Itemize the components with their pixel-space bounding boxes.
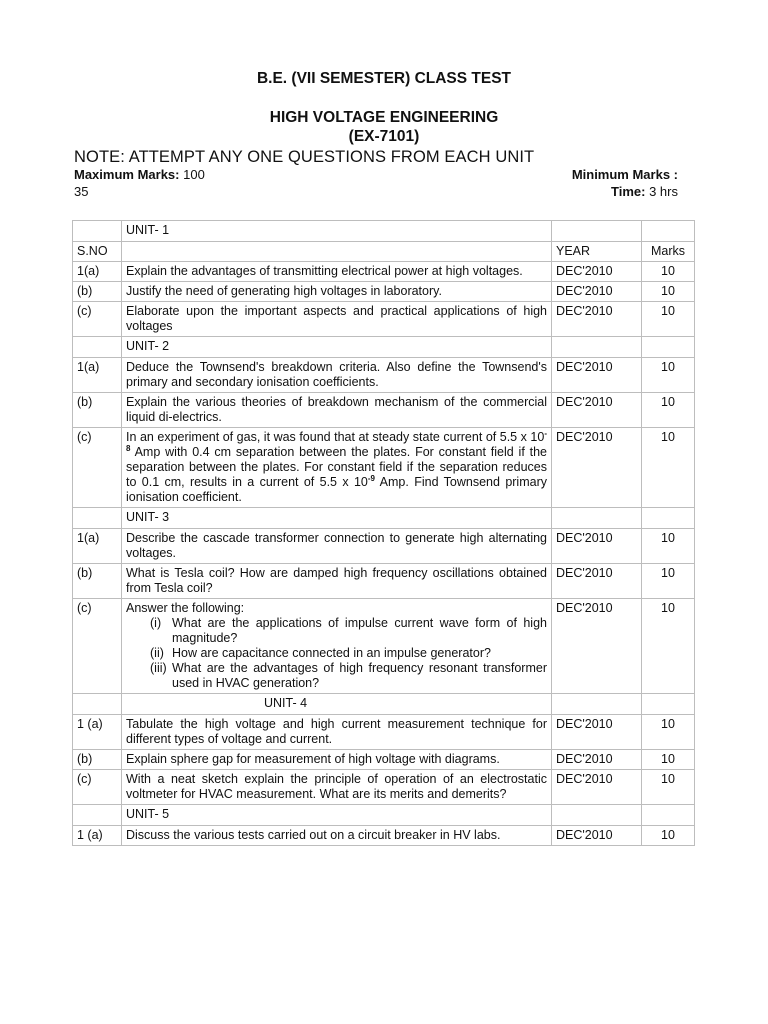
question-row bbox=[73, 750, 695, 770]
min-marks-value: 35 bbox=[74, 184, 89, 199]
time-label: Time: bbox=[611, 184, 646, 199]
question-marks: 10 bbox=[642, 826, 695, 846]
question-row bbox=[73, 302, 695, 337]
question-intro: Answer the following: bbox=[126, 601, 245, 615]
question-year: DEC'2010 bbox=[552, 358, 642, 393]
question-sno: (b) bbox=[73, 282, 122, 302]
col-marks-header: Marks bbox=[642, 242, 695, 262]
question-sno: (c) bbox=[73, 599, 122, 694]
questions-table bbox=[72, 220, 695, 846]
question-text bbox=[122, 599, 552, 694]
sub-question bbox=[150, 646, 547, 661]
sub-question-text: What are the advantages of high frequency resonant transformer used in HVAC generation? bbox=[172, 661, 547, 690]
sub-question-list bbox=[126, 616, 547, 691]
question-row bbox=[73, 826, 695, 846]
question-marks: 10 bbox=[642, 302, 695, 337]
unit-title: UNIT- 3 bbox=[122, 508, 552, 529]
question-text: Explain the advantages of transmitting electrical power at high voltages. bbox=[122, 262, 552, 282]
unit-title: UNIT- 4 bbox=[122, 694, 552, 715]
question-text: Justify the need of generating high voltages in laboratory. bbox=[122, 282, 552, 302]
question-year: DEC'2010 bbox=[552, 826, 642, 846]
exam-note: NOTE: ATTEMPT ANY ONE QUESTIONS FROM EACH UNIT bbox=[74, 148, 535, 166]
question-sno: 1 (a) bbox=[73, 715, 122, 750]
unit-header-row bbox=[73, 805, 695, 826]
question-sno: 1 (a) bbox=[73, 826, 122, 846]
question-marks: 10 bbox=[642, 770, 695, 805]
question-year: DEC'2010 bbox=[552, 599, 642, 694]
question-row bbox=[73, 262, 695, 282]
unit-header-row bbox=[73, 694, 695, 715]
sub-question-number: (ii) bbox=[150, 646, 164, 660]
question-marks: 10 bbox=[642, 393, 695, 428]
subject-title: HIGH VOLTAGE ENGINEERING bbox=[269, 109, 499, 126]
sub-question bbox=[150, 616, 547, 646]
question-year: DEC'2010 bbox=[552, 770, 642, 805]
question-text: With a neat sketch explain the principle of operation of an electrostatic voltmeter for HVAC measurement. What are its merits and demerits? bbox=[122, 770, 552, 805]
question-row bbox=[73, 529, 695, 564]
question-text-part: Amp with 0.4 cm separation between the plates. For constant field if the separation between the plates. For constant field if the separation reduces to 0.1 cm, results in a current of 5.5 x 10 bbox=[126, 445, 547, 489]
question-sno: (b) bbox=[73, 750, 122, 770]
sub-question-text: What are the applications of impulse current wave form of high magnitude? bbox=[172, 616, 547, 645]
question-text: Discuss the various tests carried out on a circuit breaker in HV labs. bbox=[122, 826, 552, 846]
max-marks-label: Maximum Marks: bbox=[74, 167, 180, 182]
question-text: Deduce the Townsend's breakdown criteria. Also define the Townsend's primary and secondary ionisation coefficients. bbox=[122, 358, 552, 393]
question-text-part: In an experiment of gas, it was found that at steady state current of 5.5 x 10 bbox=[126, 430, 545, 444]
question-row bbox=[73, 393, 695, 428]
question-year: DEC'2010 bbox=[552, 393, 642, 428]
question-sno: (b) bbox=[73, 564, 122, 599]
col-sno-header: S.NO bbox=[73, 242, 122, 262]
question-text: Tabulate the high voltage and high current measurement technique for different types of voltage and current. bbox=[122, 715, 552, 750]
question-text-part: Amp. Find Townsend primary ionisation coefficient. bbox=[126, 475, 547, 504]
question-marks: 10 bbox=[642, 282, 695, 302]
question-year: DEC'2010 bbox=[552, 715, 642, 750]
question-year: DEC'2010 bbox=[552, 750, 642, 770]
question-row bbox=[73, 428, 695, 508]
question-marks: 10 bbox=[642, 564, 695, 599]
question-text bbox=[122, 428, 552, 508]
exam-title: B.E. (VII SEMESTER) CLASS TEST bbox=[256, 70, 512, 87]
question-sno: (b) bbox=[73, 393, 122, 428]
question-row bbox=[73, 715, 695, 750]
unit-title: UNIT- 5 bbox=[122, 805, 552, 826]
question-text: Describe the cascade transformer connection to generate high alternating voltages. bbox=[122, 529, 552, 564]
question-text: Explain the various theories of breakdown mechanism of the commercial liquid di-electrics. bbox=[122, 393, 552, 428]
question-year: DEC'2010 bbox=[552, 282, 642, 302]
min-marks-label: Minimum Marks : bbox=[571, 167, 678, 182]
unit-title: UNIT- 1 bbox=[122, 221, 552, 242]
question-year: DEC'2010 bbox=[552, 428, 642, 508]
marks-row-1 bbox=[74, 167, 678, 184]
question-row bbox=[73, 282, 695, 302]
question-marks: 10 bbox=[642, 358, 695, 393]
question-sno: (c) bbox=[73, 428, 122, 508]
sub-question-number: (iii) bbox=[150, 661, 167, 675]
unit-title: UNIT- 2 bbox=[122, 337, 552, 358]
question-text: Elaborate upon the important aspects and practical applications of high voltages bbox=[122, 302, 552, 337]
exam-time bbox=[611, 184, 678, 199]
question-marks: 10 bbox=[642, 262, 695, 282]
unit-header-row bbox=[73, 337, 695, 358]
question-year: DEC'2010 bbox=[552, 529, 642, 564]
col-year-header: YEAR bbox=[552, 242, 642, 262]
max-marks-value: 100 bbox=[183, 167, 205, 182]
question-sno: (c) bbox=[73, 302, 122, 337]
question-marks: 10 bbox=[642, 715, 695, 750]
question-sno: 1(a) bbox=[73, 262, 122, 282]
exponent: -8 bbox=[126, 428, 547, 453]
question-text: What is Tesla coil? How are damped high frequency oscillations obtained from Tesla coil? bbox=[122, 564, 552, 599]
question-marks: 10 bbox=[642, 599, 695, 694]
question-marks: 10 bbox=[642, 529, 695, 564]
question-sno: 1(a) bbox=[73, 529, 122, 564]
column-header-row bbox=[73, 242, 695, 262]
question-year: DEC'2010 bbox=[552, 262, 642, 282]
exponent: -9 bbox=[367, 473, 376, 483]
question-row bbox=[73, 358, 695, 393]
subject-code: (EX-7101) bbox=[348, 128, 420, 145]
question-row bbox=[73, 564, 695, 599]
question-marks: 10 bbox=[642, 750, 695, 770]
question-row bbox=[73, 770, 695, 805]
max-marks bbox=[74, 167, 205, 182]
question-year: DEC'2010 bbox=[552, 564, 642, 599]
question-sno: (c) bbox=[73, 770, 122, 805]
unit-header-row bbox=[73, 508, 695, 529]
question-text: Explain sphere gap for measurement of high voltage with diagrams. bbox=[122, 750, 552, 770]
time-value: 3 hrs bbox=[649, 184, 678, 199]
question-marks: 10 bbox=[642, 428, 695, 508]
sub-question-text: How are capacitance connected in an impulse generator? bbox=[172, 646, 491, 660]
sub-question bbox=[150, 661, 547, 691]
sub-question-number: (i) bbox=[150, 616, 162, 630]
unit-header-row bbox=[73, 221, 695, 242]
marks-row-2 bbox=[74, 184, 678, 201]
question-sno: 1(a) bbox=[73, 358, 122, 393]
question-row bbox=[73, 599, 695, 694]
question-year: DEC'2010 bbox=[552, 302, 642, 337]
